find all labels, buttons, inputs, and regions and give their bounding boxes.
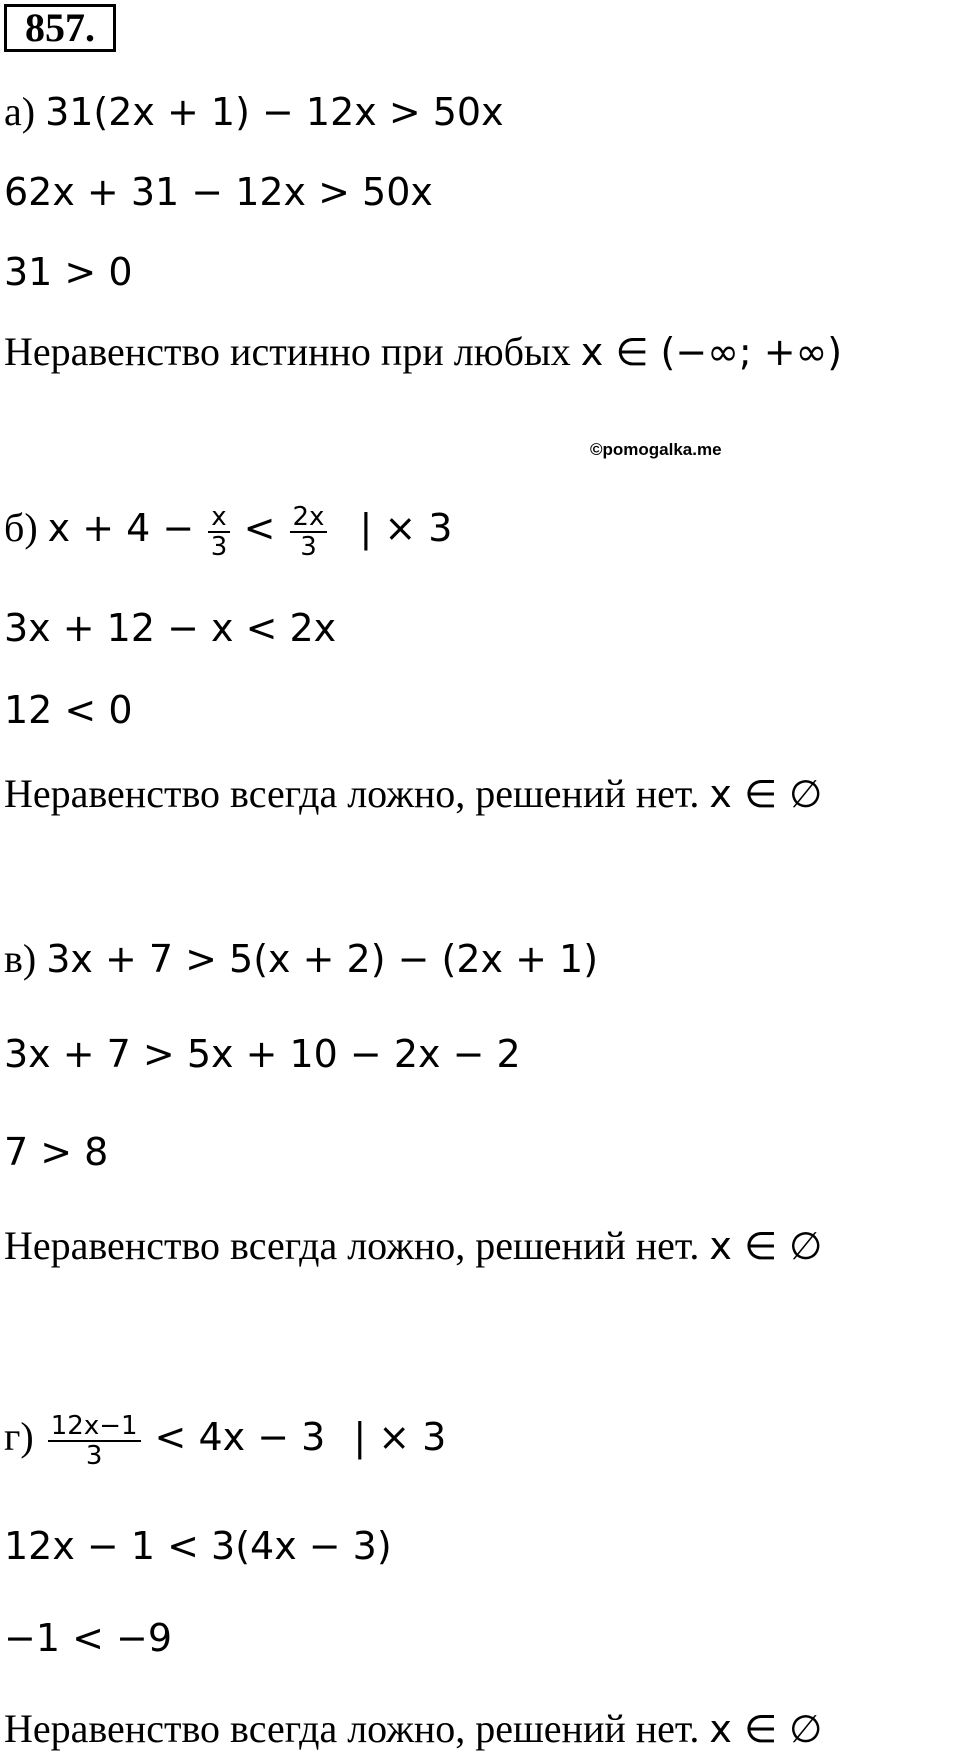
part-d-line-2: 12x − 1 < 3(4x − 3) bbox=[4, 1524, 392, 1568]
part-a-expression-1: 31(2x + 1) − 12x > 50x bbox=[45, 90, 504, 134]
part-b-line-1 bbox=[4, 503, 452, 561]
part-d-conclusion-math: x ∈ ∅ bbox=[709, 1707, 823, 1751]
part-c-line-1 bbox=[4, 935, 598, 983]
part-d-line-3: −1 < −9 bbox=[4, 1616, 173, 1660]
part-d-fraction-numerator: 12x−1 bbox=[48, 1412, 141, 1442]
part-b-conclusion-text: Неравенство всегда ложно, решений нет. bbox=[4, 771, 700, 816]
part-c-line-2: 3x + 7 > 5x + 10 − 2x − 2 bbox=[4, 1032, 521, 1076]
part-b-label: б) bbox=[4, 505, 38, 551]
part-c-expression-1: 3x + 7 > 5(x + 2) − (2x + 1) bbox=[46, 937, 599, 981]
part-b-fraction-1-numerator: x bbox=[208, 503, 229, 533]
part-d-conclusion-text: Неравенство всегда ложно, решений нет. bbox=[4, 1706, 700, 1751]
part-b-line-3: 12 < 0 bbox=[4, 688, 133, 732]
part-c-label: в) bbox=[4, 936, 37, 981]
part-a-conclusion-text: Неравенство истинно при любых bbox=[4, 329, 571, 374]
part-d-fraction bbox=[48, 1412, 141, 1470]
part-d-label: г) bbox=[4, 1414, 34, 1460]
part-d-rhs: < 4x − 3 bbox=[154, 1415, 326, 1460]
part-c-conclusion-text: Неравенство всегда ложно, решений нет. bbox=[4, 1223, 700, 1268]
watermark: ©pomogalka.me bbox=[590, 440, 722, 459]
part-a-line-2: 62x + 31 − 12x > 50x bbox=[4, 170, 433, 214]
part-b-multiplier: | × 3 bbox=[359, 506, 453, 551]
part-b-conclusion-math: x ∈ ∅ bbox=[709, 772, 823, 816]
part-a-line-1 bbox=[4, 88, 504, 136]
part-d-fraction-denominator: 3 bbox=[85, 1441, 103, 1471]
part-c-line-3: 7 > 8 bbox=[4, 1130, 109, 1174]
part-d-conclusion bbox=[4, 1705, 822, 1753]
part-a-conclusion bbox=[4, 328, 842, 376]
part-b-lhs: x + 4 − bbox=[47, 506, 195, 551]
part-d-line-1 bbox=[4, 1412, 446, 1470]
part-b-fraction-1 bbox=[208, 503, 229, 561]
part-a-line-3: 31 > 0 bbox=[4, 250, 133, 294]
part-a-conclusion-math: x ∈ (−∞; +∞) bbox=[580, 330, 843, 374]
part-b-fraction-2-numerator: 2x bbox=[290, 503, 328, 533]
part-b-conclusion bbox=[4, 770, 822, 818]
part-b-fraction-2 bbox=[290, 503, 328, 561]
part-b-fraction-1-denominator: 3 bbox=[210, 532, 228, 562]
part-b-less-than: < bbox=[243, 506, 276, 551]
part-b-line-2: 3x + 12 − x < 2x bbox=[4, 606, 337, 650]
problem-number: 857. bbox=[4, 4, 116, 52]
part-d-multiplier: | × 3 bbox=[353, 1415, 447, 1460]
part-c-conclusion bbox=[4, 1222, 822, 1270]
part-c-conclusion-math: x ∈ ∅ bbox=[709, 1224, 823, 1268]
part-a-label: а) bbox=[4, 89, 36, 134]
part-b-fraction-2-denominator: 3 bbox=[300, 532, 317, 562]
